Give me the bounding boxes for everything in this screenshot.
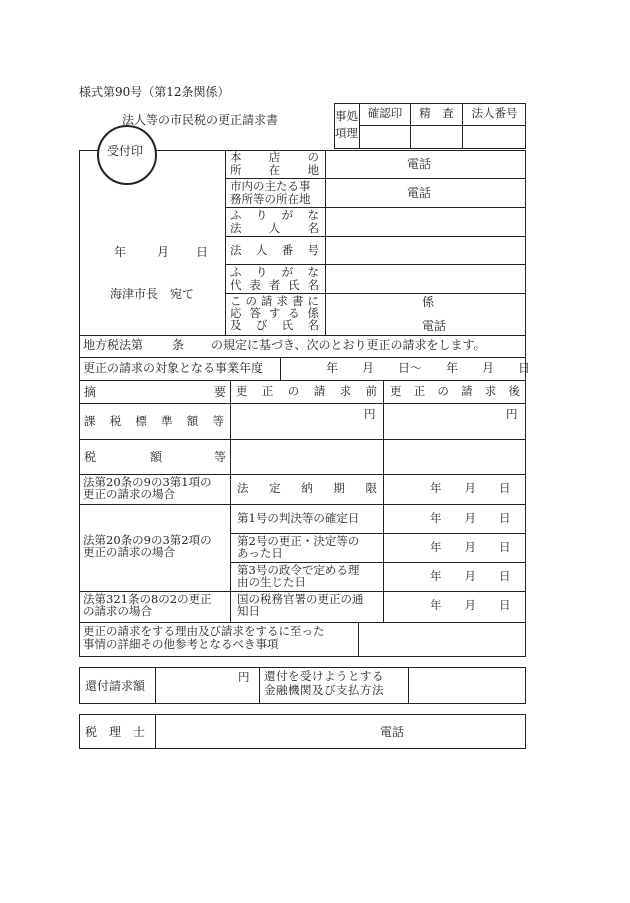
tel-head-office: 電話 <box>407 157 432 171</box>
label-rep-name: 代 表 者 氏 名 <box>230 278 319 292</box>
law-line-article: 条 <box>172 338 185 352</box>
row-art20-2-line2: 更正の請求の場合 <box>83 545 175 559</box>
row-art20-2-item1: 第1号の判決等の確定日 <box>237 511 360 525</box>
label-rep-furigana: ふ り が な <box>230 265 319 279</box>
label-city-office-location: 務所等の所在地 <box>230 192 311 206</box>
label-city-office: 市内の主たる事 <box>230 179 311 193</box>
tax-accountant-box <box>79 714 526 749</box>
header-summary-2: 要 <box>214 385 227 399</box>
office-header-confirm: 確認印 <box>367 106 403 120</box>
row-art20-1-item: 法 定 納 期 限 <box>237 481 377 495</box>
date-year: 年 <box>114 245 127 259</box>
row-art20-2-item2-line1: 第2号の更正・決定等の <box>237 534 360 548</box>
row-art321-item-line1: 国の税務官署の更正の通 <box>237 592 364 606</box>
label-corp-furigana: ふ り が な <box>230 208 319 222</box>
label-contact-3: 及 び 氏 名 <box>230 318 319 332</box>
tax-accountant-tel: 電話 <box>380 725 405 739</box>
row-art20-2-item3-line2: 由の生じた日 <box>237 575 306 589</box>
row-art20-2-item1-date: 年 月 日 <box>430 511 511 525</box>
reason-line1: 更正の請求をする理由及び請求をするに至った <box>83 624 325 638</box>
row-tax-base: 課 税 標 準 額 等 <box>84 414 224 428</box>
header-before: 更 正 の 請 求 前 <box>236 384 377 398</box>
tel-contact: 電話 <box>422 319 447 333</box>
row-tax-amount-1: 税 <box>84 450 97 464</box>
law-line-prefix: 地方税法第 <box>83 338 144 352</box>
row-art20-1-line2: 更正の請求の場合 <box>83 487 175 501</box>
row-tax-amount-3: 等 <box>214 450 227 464</box>
reason-line2: 事情の詳細その他参考となるべき事項 <box>83 637 279 651</box>
refund-bank-line1: 還付を受けようとする <box>264 669 384 683</box>
row-tax-amount-2: 額 <box>150 450 163 464</box>
label-contact-2: 応 答 す る 係 <box>230 306 319 320</box>
row-art321-line2: の請求の場合 <box>83 604 152 618</box>
row-art321-item-line2: 知日 <box>237 604 260 618</box>
tax-accountant-label: 税 理 士 <box>85 725 146 739</box>
label-corp-number: 法 人 番 号 <box>230 243 319 257</box>
fiscal-year-value: 年 月 日〜 年 月 日 <box>326 361 531 375</box>
contact-section: 係 <box>422 295 435 309</box>
row-art321-line1: 法第321条の8の2の更正 <box>83 592 212 606</box>
refund-bank-line2: 金融機関及び支払方法 <box>264 683 384 697</box>
header-after: 更 正 の 請 求 後 <box>390 384 520 398</box>
office-header-review: 精 査 <box>419 106 454 120</box>
label-head-office-location: 所 在 地 <box>230 163 319 177</box>
date-day: 日 <box>196 245 209 259</box>
yen-after: 円 <box>506 407 518 421</box>
date-month: 月 <box>157 245 170 259</box>
form-number: 様式第90号（第12条関係） <box>79 85 230 99</box>
yen-before: 円 <box>364 407 376 421</box>
fiscal-year-label: 更正の請求の対象となる事業年度 <box>83 361 264 375</box>
row-art20-2-item3-date: 年 月 日 <box>430 569 511 583</box>
refund-label: 還付請求額 <box>85 679 146 693</box>
row-art20-2-line1: 法第20条の9の3第2項の <box>83 533 212 547</box>
row-art321-date: 年 月 日 <box>430 598 511 612</box>
addressee: 海津市長 宛て <box>110 287 195 301</box>
reception-stamp-label: 受付印 <box>107 144 144 158</box>
label-corp-name: 法 人 名 <box>230 221 319 235</box>
form-title: 法人等の市民税の更正請求書 <box>122 113 279 127</box>
office-label-jimu: 事処 <box>335 109 358 123</box>
row-art20-1-line1: 法第20条の9の3第1項の <box>83 475 212 489</box>
tel-city-office: 電話 <box>407 186 432 200</box>
office-header-corp-number: 法人番号 <box>471 106 518 120</box>
label-contact-1: こ の 請 求 書 に <box>230 294 319 308</box>
row-art20-1-date: 年 月 日 <box>430 481 511 495</box>
label-head-office: 本 店 の <box>230 150 319 164</box>
row-art20-2-item3-line1: 第3号の政令で定める理 <box>237 563 360 577</box>
law-line-suffix: の規定に基づき、次のとおり更正の請求をします。 <box>211 338 486 352</box>
row-art20-2-item2-line2: あった日 <box>237 546 283 560</box>
refund-yen: 円 <box>238 670 250 684</box>
office-label-kori: 項理 <box>335 126 358 140</box>
header-summary-1: 摘 <box>84 385 97 399</box>
row-art20-2-item2-date: 年 月 日 <box>430 540 511 554</box>
